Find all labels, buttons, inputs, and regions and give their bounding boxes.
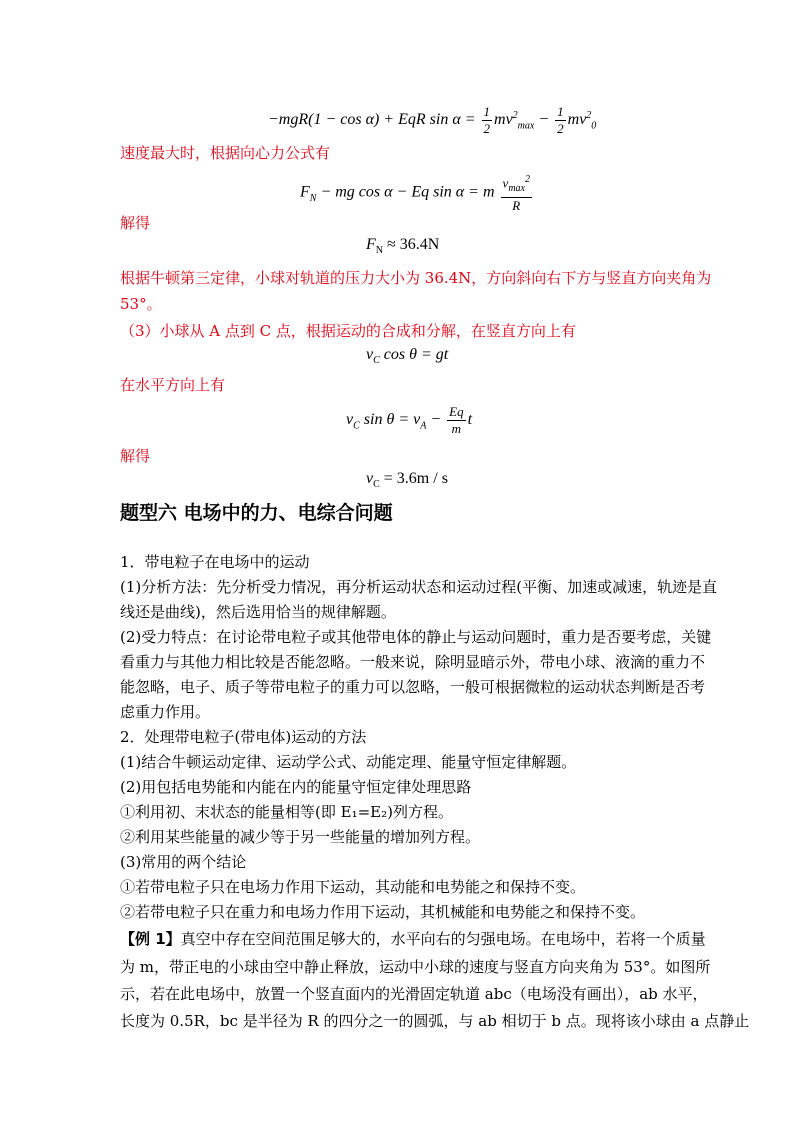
fraction <box>555 104 566 137</box>
fraction-numerator: Eq <box>449 404 464 419</box>
eq-symbol: v <box>502 175 509 191</box>
superscript: 2 <box>524 174 530 185</box>
horizontal-equation <box>346 404 472 437</box>
fraction <box>447 404 465 437</box>
energy-equation <box>268 104 596 137</box>
example-text: 示，若在此电场中，放置一个竖直面内的光滑固定轨道 abc（电场没有画出），ab 水平， <box>120 985 708 1003</box>
eq-term: cos θ = gt <box>379 346 449 363</box>
fraction-denominator: 2 <box>557 121 564 136</box>
subscript: C <box>373 479 380 491</box>
force-result <box>366 236 439 256</box>
fraction <box>482 104 493 137</box>
operator: − <box>426 411 442 429</box>
operator: − <box>538 111 550 129</box>
subscript: N <box>309 192 317 204</box>
example-first-line <box>120 928 706 950</box>
body-line: 1．带电粒子在电场中的运动 <box>120 553 310 571</box>
body-line: ①若带电粒子只在电场力作用下运动，其动能和电势能之和保持不变。 <box>120 878 586 896</box>
eq-symbol: v <box>346 411 354 429</box>
solution-text: 速度最大时，根据向心力公式有 <box>120 144 331 162</box>
body-line: (3)常用的两个结论 <box>120 853 247 871</box>
velocity-result <box>366 470 448 490</box>
solution-text: 根据牛顿第三定律，小球对轨道的压力大小为 36.4N，方向斜向右下方与竖直方向夹角为 <box>120 269 712 287</box>
fraction-numerator: 1 <box>483 104 491 119</box>
eq-symbol: F <box>366 236 376 253</box>
solution-text: （3）小球从 A 点到 C 点，根据运动的合成和分解，在竖直方向上有 <box>120 322 576 340</box>
eq-term: sin θ = v <box>359 411 421 429</box>
solution-text: 解得 <box>120 447 151 465</box>
body-line: ②若带电粒子只在重力和电场力作用下运动，其机械能和电势能之和保持不变。 <box>120 903 646 921</box>
body-line: (1)分析方法：先分析受力情况，再分析运动状态和运动过程(平衡、加速或减速，轨迹是直 <box>120 578 718 596</box>
body-line: ②利用某些能量的减少等于另一些能量的增加列方程。 <box>120 828 481 846</box>
example-text: 为 m，带正电的小球由空中静止释放，运动中小球的速度与竖直方向夹角为 53°。如图所 <box>120 958 711 976</box>
eq-term: − mg cos α − Eq sin α = m <box>316 183 495 201</box>
eq1-term: (1 − cos α) + EqR sin α = <box>308 111 476 129</box>
body-line: (2)受力特点：在讨论带电粒子或其他带电体的静止与运动问题时，重力是否要考虑，关键 <box>120 628 712 646</box>
eq-symbol: v <box>366 470 374 487</box>
example-label: 【例 1】 <box>120 930 181 948</box>
body-line: (1)结合牛顿运动定律、运动学公式、动能定理、能量守恒定律解题。 <box>120 753 577 771</box>
fraction-numerator <box>501 172 532 198</box>
eq1-term: −mgR <box>268 111 309 129</box>
example-text: 长度为 0.5R，bc 是半径为 R 的四分之一的圆弧，与 ab 相切于 b 点。现将该小球由 a 点静止 <box>120 1012 750 1030</box>
subscript: C <box>373 355 380 367</box>
subscript: N <box>375 245 384 257</box>
eq-symbol: F <box>300 183 310 201</box>
fraction <box>501 172 532 214</box>
solution-text: 53°。 <box>120 295 162 313</box>
eq-term: = 3.6m / s <box>379 470 448 487</box>
body-line: 2．处理带电粒子(带电体)运动的方法 <box>120 728 367 746</box>
eq1-term: mv <box>494 111 513 129</box>
eq1-term: mv <box>567 111 587 129</box>
subscript: max <box>508 182 525 194</box>
section-title: 题型六 电场中的力、电综合问题 <box>120 502 393 524</box>
fraction-denominator: m <box>451 421 462 436</box>
subscript: 0 <box>591 120 597 132</box>
eq-term: t <box>467 411 473 429</box>
eq-symbol: v <box>366 346 374 363</box>
body-line: 看重力与其他力相比较是否能忽略。一般来说，除明显暗示外，带电小球、液滴的重力不 <box>120 653 706 671</box>
body-line: 线还是曲线)，然后选用恰当的规律解题。 <box>120 603 396 621</box>
example-text: 真空中存在空间范围足够大的，水平向右的匀强电场。在电场中，若将一个质量 <box>180 930 706 948</box>
subscript: max <box>517 120 535 132</box>
body-line: 能忽略，电子、质子等带电粒子的重力可以忽略，一般可根据微粒的运动状态判断是否考 <box>120 678 706 696</box>
centripetal-equation <box>300 172 534 214</box>
body-line: ①利用初、末状态的能量相等(即 E₁=E₂)列方程。 <box>120 803 453 821</box>
body-line: (2)用包括电势能和内能在内的能量守恒定律处理思路 <box>120 778 472 796</box>
eq-term: ≈ 36.4N <box>383 236 440 253</box>
solution-text: 解得 <box>120 214 151 232</box>
body-line: 虑重力作用。 <box>120 703 211 721</box>
superscript: 2 <box>586 109 592 121</box>
superscript: 2 <box>512 109 518 121</box>
vertical-equation <box>366 346 448 366</box>
fraction-numerator: 1 <box>557 104 564 119</box>
fraction-denominator: 2 <box>483 121 491 136</box>
solution-text: 在水平方向上有 <box>120 376 226 394</box>
fraction-denominator: R <box>512 197 521 213</box>
subscript: C <box>353 420 360 432</box>
subscript: A <box>420 420 427 432</box>
